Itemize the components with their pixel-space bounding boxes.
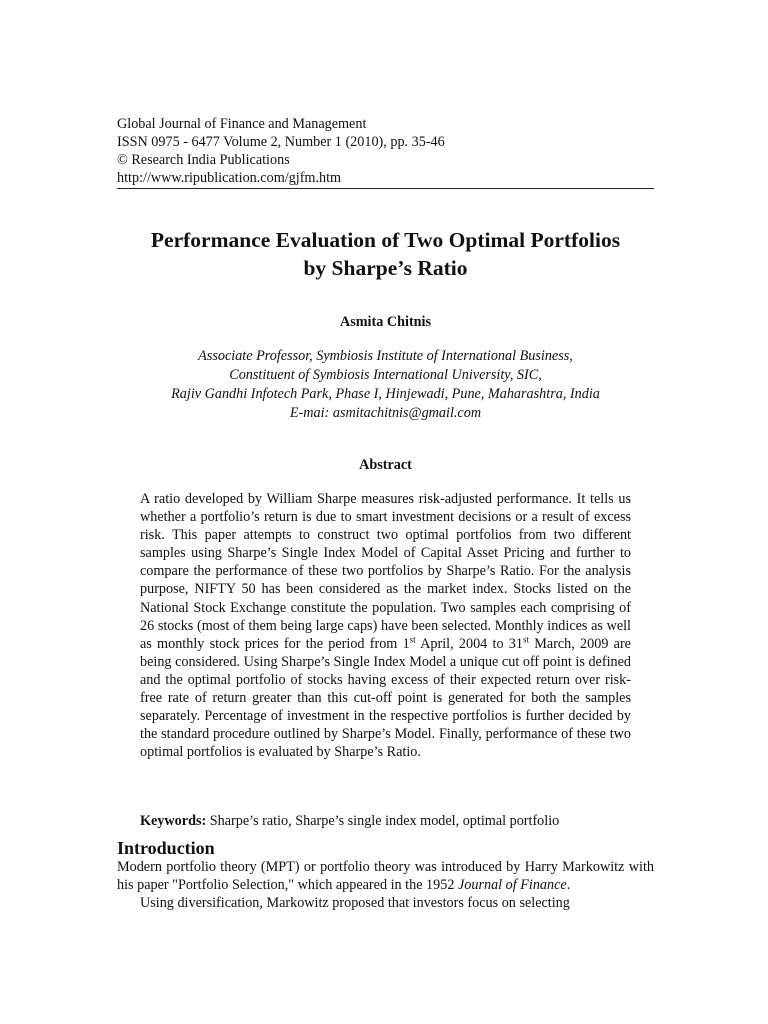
journal-reference: Journal of Finance [457, 877, 567, 894]
affiliation-line-3: Rajiv Gandhi Infotech Park, Phase I, Hinjewadi, Pune, Maharashtra, India [171, 386, 600, 402]
ordinal-superscript-2: st [522, 634, 529, 645]
keywords-list: Sharpe’s ratio, Sharpe’s single index model, optimal portfolio [206, 813, 560, 829]
ordinal-superscript-1: st [409, 634, 416, 645]
author-affiliation [117, 347, 654, 423]
abstract-text [140, 490, 631, 761]
author-email[interactable]: E-mai: asmitachitnis@gmail.com [289, 405, 482, 421]
introduction-heading: Introduction [117, 838, 215, 858]
title-line-2: by Sharpe’s Ratio [303, 256, 468, 280]
introduction-paragraph-1-end: . [566, 877, 571, 894]
publisher-line: © Research India Publications [117, 152, 290, 168]
introduction-paragraph-1-text: Modern portfolio theory (MPT) or portfolio theory was introduced by Harry Markowitz with his paper "Portfolio Selection," which appeared in the 1952 [117, 859, 654, 894]
journal-url[interactable]: http://www.ripublication.com/gjfm.htm [117, 170, 342, 186]
journal-masthead [117, 115, 654, 187]
title-line-1: Performance Evaluation of Two Optimal Portfolios [150, 228, 621, 252]
introduction-paragraph-1 [117, 858, 654, 894]
paper-title [117, 226, 654, 282]
journal-issn: ISSN 0975 - 6477 Volume 2, Number 1 (2010), pp. 35-46 [117, 134, 445, 150]
abstract-text-part-2: April, 2004 to 31 [415, 635, 523, 652]
affiliation-line-2: Constituent of Symbiosis International University, SIC, [229, 367, 542, 383]
keywords-line [140, 813, 640, 830]
abstract-text-part-1: A ratio developed by William Sharpe measures risk-adjusted performance. It tells us whether a portfolio’s return is due to smart investment decisions or a result of excess risk. This paper attempts to construct two optimal portfolios from two different samples using Sharpe’s Single Index Model of Capital Asset Pricing and further to compare the performance of these two portfolios by Sharpe’s Ratio. For the analysis purpose, NIFTY 50 has been considered as the market index. Stocks listed on the National Stock Exchange constitute the population. Two samples each comprising of 26 stocks (most of them being large caps) have been selected. Monthly indices as well as monthly stock prices for the period from 1 [140, 491, 631, 652]
header-divider [117, 188, 654, 189]
abstract-text-part-3: March, 2009 are being considered. Using Sharpe’s Single Index Model a unique cut off point is defined and the optimal portfolio of stocks having excess of their expected return over risk-free rate of return greater than this cut-off point is generated for both the samples separately. Percentage of investment in the respective portfolios is further decided by the standard procedure outlined by Sharpe’s Model. Finally, performance of these two optimal portfolios is evaluated by Sharpe’s Ratio. [140, 635, 631, 761]
introduction-paragraph-2: Using diversification, Markowitz proposed that investors focus on selecting [140, 895, 570, 912]
author-name: Asmita Chitnis [339, 314, 432, 330]
introduction-body [117, 858, 654, 913]
keywords-label: Keywords: [140, 813, 207, 829]
affiliation-line-1: Associate Professor, Symbiosis Institute of International Business, [198, 348, 573, 364]
abstract-heading: Abstract [359, 457, 412, 473]
journal-name: Global Journal of Finance and Management [117, 116, 367, 132]
